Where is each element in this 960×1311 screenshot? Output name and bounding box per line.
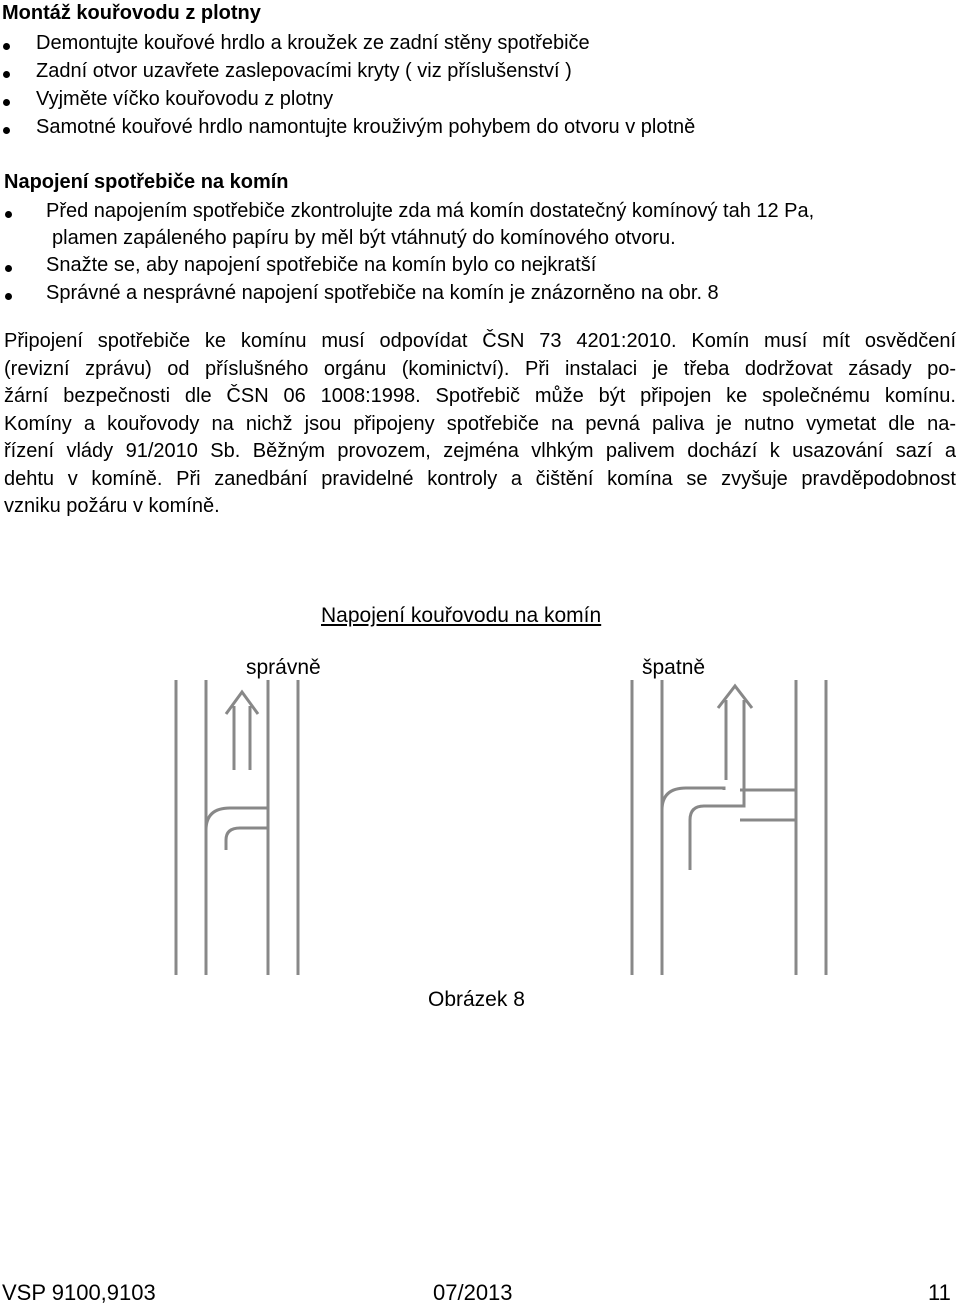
section-heading-assembly: Montáž kouřovodu z plotny: [2, 2, 261, 24]
paragraph-line: Připojení spotřebiče ke komínu musí odpovídat ČSN 73 4201:2010. Komín musí mít osvědčení: [4, 330, 956, 352]
wrong-connection-drawing: [632, 680, 826, 975]
arrow-up-icon: [226, 692, 258, 770]
bullet-icon: [3, 99, 10, 106]
figure-title: Napojení kouřovodu na komín: [321, 604, 602, 627]
paragraph-line: řízení vlády 91/2010 Sb. Běžným provozem, zejména vlhkým palivem dochází k usazování sazí a: [4, 440, 956, 462]
section-heading-connection: Napojení spotřebiče na komín: [4, 171, 289, 193]
footer-date: 07/2013: [433, 1280, 513, 1305]
paragraph-line: vzniku požáru v komíně.: [4, 495, 220, 517]
bullet-icon: [3, 43, 10, 50]
paragraph-line: dehtu v komíně. Při zanedbání pravidelné kontroly a čištění komína se zvyšuje pravděpodobnost: [4, 467, 956, 490]
bullet-icon: [5, 211, 12, 218]
paragraph-line: Komíny a kouřovody na nichž jsou připojeny spotřebiče na pevná paliva je nutno vymetat dle na-: [4, 412, 956, 435]
chimney-diagram: [0, 670, 960, 990]
flue-pipe-inner: [226, 828, 268, 850]
bullet-icon: [5, 293, 12, 300]
bullet-icon: [3, 127, 10, 134]
figure-caption: Obrázek 8: [428, 988, 525, 1011]
paragraph-line: žární bezpečnosti dle ČSN 06 1008:1998. Spotřebič může být připojen ke společnému komínu.: [4, 385, 956, 407]
correct-connection-drawing: [176, 680, 298, 975]
paragraph-line: (revizní zprávu) od příslušného orgánu (kominictví). Při instalaci je třeba dodržovat zásady po-: [4, 357, 956, 380]
label-correct: správně: [246, 656, 321, 679]
bullet-icon: [5, 265, 12, 272]
regulations-paragraph: [4, 328, 956, 521]
footer-model: VSP 9100,9103: [2, 1280, 156, 1305]
bullet-icon: [3, 71, 10, 78]
flue-pipe-outer: [662, 788, 724, 870]
page-number: 11: [928, 1280, 951, 1305]
label-wrong: špatně: [642, 656, 706, 679]
arrow-up-icon: [718, 686, 752, 780]
flue-pipe-inner: [690, 770, 744, 870]
